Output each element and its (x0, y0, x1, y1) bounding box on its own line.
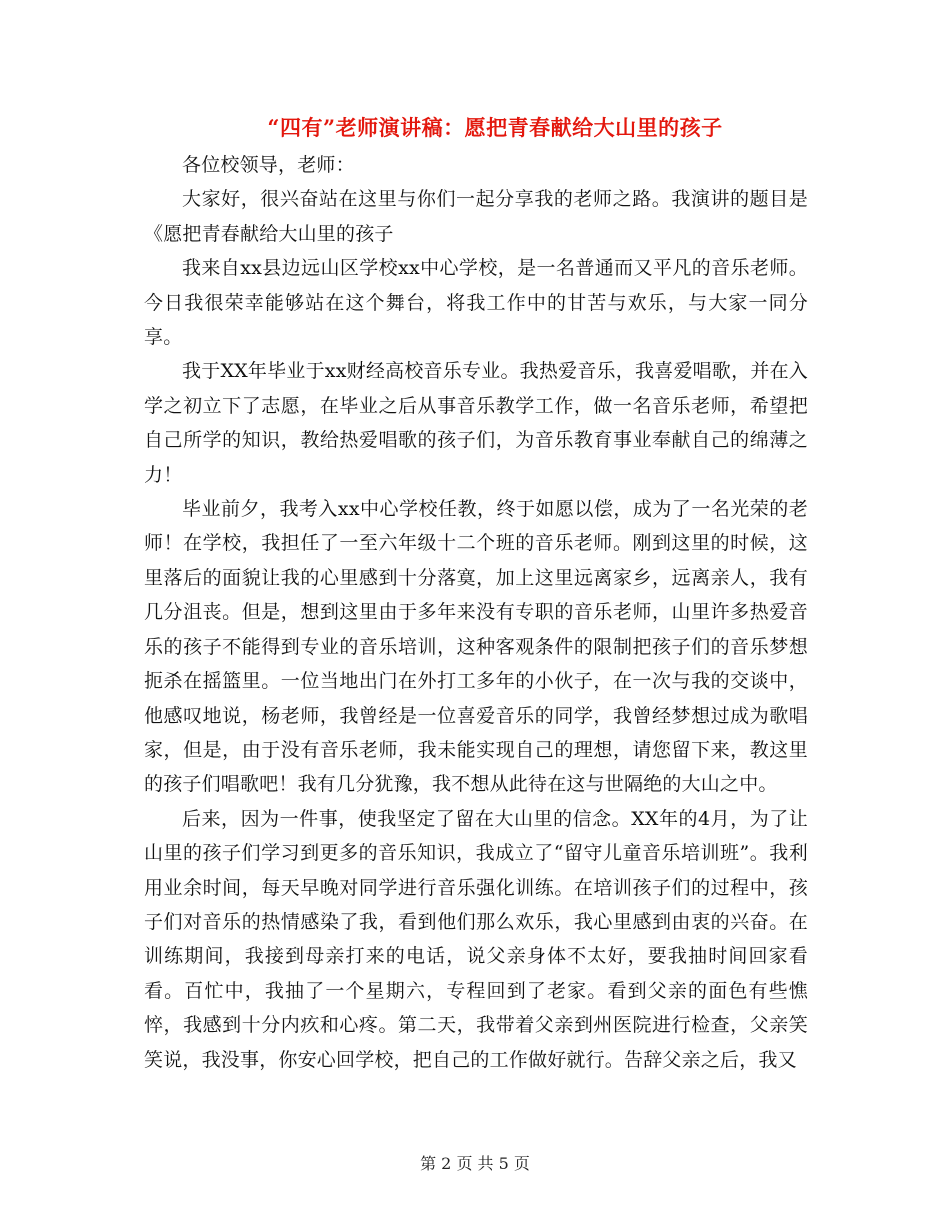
document-title: “四有”老师演讲稿：愿把青春献给大山里的孩子 (267, 115, 723, 140)
body-paragraph: 大家好，很兴奋站在这里与你们一起分享我的老师之路。我演讲的题目是《愿把青春献给大山里的孩子 (144, 188, 808, 245)
page-number-footer: 第 2 页 共 5 页 (420, 1154, 530, 1173)
body-paragraph: 毕业前夕，我考入xx中心学校任教，终于如愿以偿，成为了一名光荣的老师！在学校，我担任了一至六年级十二个班的音乐老师。刚到这里的时候，这里落后的面貌让我的心里感到十分落寞，加上这里远离家乡，远离亲人，我有几分沮丧。但是，想到这里由于多年来没有专职的音乐老师，山里许多热爱音乐的孩子不能得到专业的音乐培训，这种客观条件的限制把孩子们的音乐梦想扼杀在摇篮里。一位当地出门在外打工多年的小伙子，在一次与我的交谈中，他感叹地说，杨老师，我曾经是一位喜爱音乐的同学，我曾经梦想过成为歌唱家，但是，由于没有音乐老师，我未能实现自己的理想，请您留下来，教这里的孩子们唱歌吧！我有几分犹豫，我不想从此待在这与世隔绝的大山之中。 (144, 498, 808, 796)
document-body (144, 148, 808, 1077)
body-paragraph: 我于XX年毕业于xx财经高校音乐专业。我热爱音乐，我喜爱唱歌，并在入学之初立下了志愿，在毕业之后从事音乐教学工作，做一名音乐老师，希望把自己所学的知识，教给热爱唱歌的孩子们，为音乐教育事业奉献自己的绵薄之力！ (144, 360, 808, 486)
body-paragraph: 后来，因为一件事，使我坚定了留在大山里的信念。XX年的4月，为了让山里的孩子们学习到更多的音乐知识，我成立了“留守儿童音乐培训班”。我利用业余时间，每天早晚对同学进行音乐强化训练。在培训孩子们的过程中，孩子们对音乐的热情感染了我，看到他们那么欢乐，我心里感到由衷的兴奋。在训练期间，我接到母亲打来的电话，说父亲身体不太好，要我抽时间回家看看。百忙中，我抽了一个星期六，专程回到了老家。看到父亲的面色有些憔悴，我感到十分内疚和心疼。第二天，我带着父亲到州医院进行检查，父亲笑笑说，我没事，你安心回学校，把自己的工作做好就行。告辞父亲之后，我又 (144, 807, 808, 1071)
body-paragraph: 我来自xx县边远山区学校xx中心学校，是一名普通而又平凡的音乐老师。今日我很荣幸能够站在这个舞台，将我工作中的甘苦与欢乐，与大家一同分享。 (144, 257, 808, 349)
salutation-paragraph: 各位校领导，老师： (182, 154, 355, 176)
